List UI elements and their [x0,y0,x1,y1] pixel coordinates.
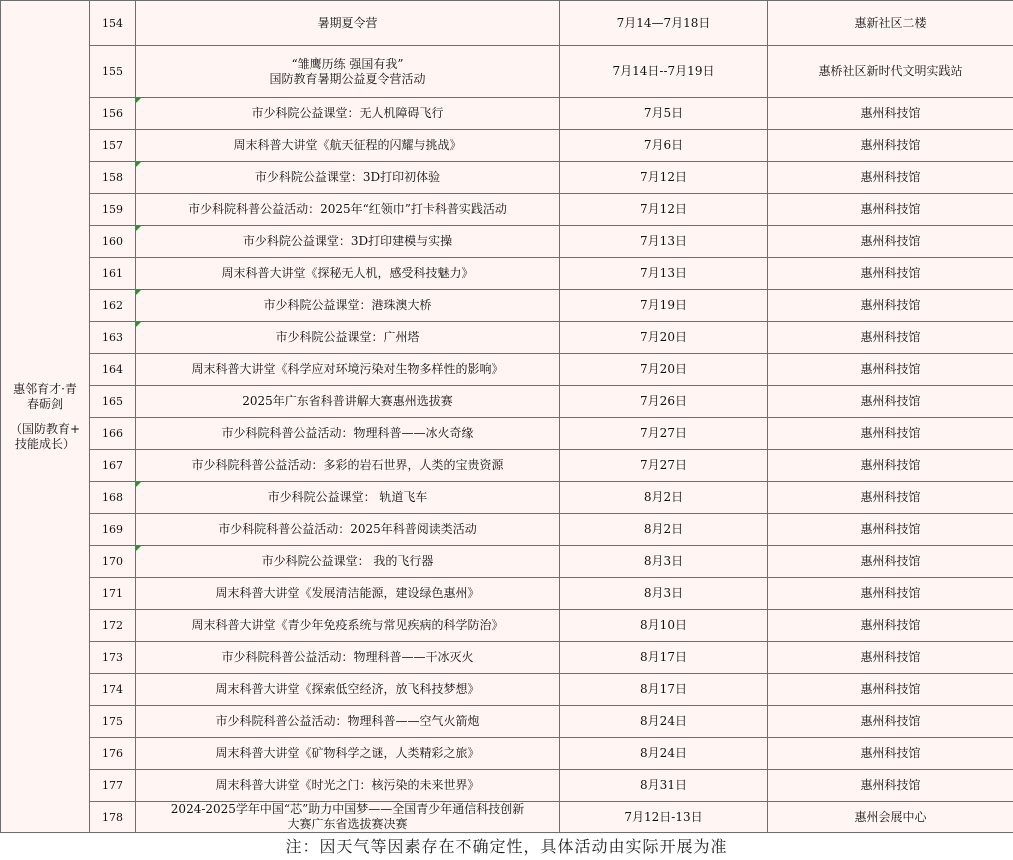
table-row [1,802,1013,833]
activity-name-text: 市少科院公益课堂：3D打印初体验 [254,170,441,184]
activity-name [136,194,560,226]
activity-name [136,418,560,450]
table-row [1,546,1013,578]
comment-marker-icon [136,290,141,295]
activity-name [136,354,560,386]
row-number: 172 [90,610,136,642]
activity-name-text: 市少科院公益课堂：无人机障碍飞行 [251,106,444,120]
activity-venue: 惠州科技馆 [768,546,1013,578]
activity-name-text: 2025年广东省科普讲解大赛惠州选拔赛 [242,394,453,408]
activity-name-text: 周末科普大讲堂《航天征程的闪耀与挑战》 [233,138,462,152]
activity-name-text: 市少科院科普公益活动：物理科普——冰火奇缘 [221,426,474,440]
table-row [1,98,1013,130]
table-row [1,578,1013,610]
activity-date: 7月20日 [560,322,768,354]
row-number: 156 [90,98,136,130]
activity-name-text: 市少科院科普公益活动：2025年科普阅读类活动 [218,522,477,536]
activity-name [136,162,560,194]
table-row [1,130,1013,162]
activity-date: 8月31日 [560,770,768,802]
activity-date: 7月6日 [560,130,768,162]
activity-venue: 惠州科技馆 [768,162,1013,194]
activity-name [136,290,560,322]
activity-venue: 惠州科技馆 [768,290,1013,322]
category-spacer [3,412,87,422]
activity-date: 8月2日 [560,514,768,546]
activity-name-text: 市少科院科普公益活动：物理科普——空气火箭炮 [215,714,480,728]
activity-name-text: 市少科院公益课堂： 我的飞行器 [261,554,434,568]
activity-name [136,578,560,610]
activity-name [136,258,560,290]
activity-venue: 惠州科技馆 [768,514,1013,546]
activity-date: 8月17日 [560,674,768,706]
activity-name-text: 市少科院科普公益活动：物理科普——干冰灭火 [221,650,474,664]
table-row [1,322,1013,354]
table-row [1,514,1013,546]
row-number: 175 [90,706,136,738]
table-row [1,450,1013,482]
row-number: 157 [90,130,136,162]
activity-date: 8月17日 [560,642,768,674]
table-row [1,1,1013,46]
activity-name [136,514,560,546]
activity-date: 7月26日 [560,386,768,418]
table-row [1,354,1013,386]
row-number: 155 [90,46,136,98]
activity-venue: 惠州科技馆 [768,450,1013,482]
activity-table-body [1,1,1013,833]
activity-name [136,98,560,130]
activity-name [136,738,560,770]
activity-date: 7月14—7月18日 [560,1,768,46]
category-label: 春砺剑 [26,396,63,411]
row-number: 163 [90,322,136,354]
table-row [1,770,1013,802]
activity-name-text: 周末科普大讲堂《探索低空经济，放飞科技梦想》 [215,682,480,696]
comment-marker-icon [136,482,141,487]
activity-name [136,770,560,802]
row-number: 169 [90,514,136,546]
row-number: 154 [90,1,136,46]
activity-name [136,674,560,706]
activity-venue: 惠州科技馆 [768,226,1013,258]
table-row [1,706,1013,738]
activity-name [136,610,560,642]
row-number: 174 [90,674,136,706]
category-label: （国防教育+ [9,421,81,436]
row-number: 173 [90,642,136,674]
activity-venue: 惠州科技馆 [768,642,1013,674]
row-number: 160 [90,226,136,258]
activity-date: 8月10日 [560,610,768,642]
activity-venue: 惠新社区二楼 [768,1,1013,46]
row-number: 178 [90,802,136,833]
activity-name [136,706,560,738]
activity-date: 8月2日 [560,482,768,514]
activity-venue: 惠州科技馆 [768,482,1013,514]
activity-name-text: 周末科普大讲堂《发展清洁能源，建设绿色惠州》 [215,586,480,600]
category-cell [1,1,90,833]
row-number: 170 [90,546,136,578]
table-row [1,258,1013,290]
activity-date: 8月24日 [560,706,768,738]
table-row [1,738,1013,770]
table-row [1,194,1013,226]
row-number: 176 [90,738,136,770]
activity-name-text: 市少科院公益课堂： 轨道飞车 [267,490,428,504]
activity-name [136,46,560,98]
table-row [1,482,1013,514]
row-number: 168 [90,482,136,514]
activity-date: 7月27日 [560,450,768,482]
row-number: 158 [90,162,136,194]
activity-date: 7月20日 [560,354,768,386]
activity-name-text: 周末科普大讲堂《青少年免疫系统与常见疾病的科学防治》 [191,618,504,632]
row-number: 159 [90,194,136,226]
row-number: 167 [90,450,136,482]
activity-name-text: 周末科普大讲堂《科学应对环境污染对生物多样性的影响》 [191,362,504,376]
activity-date: 7月19日 [560,290,768,322]
activity-venue: 惠州科技馆 [768,258,1013,290]
comment-marker-icon [136,162,141,167]
activity-date: 7月13日 [560,258,768,290]
activity-venue: 惠州科技馆 [768,610,1013,642]
row-number: 165 [90,386,136,418]
table-row [1,642,1013,674]
activity-name-text: 市少科院公益课堂：港珠澳大桥 [263,298,432,312]
activity-name [136,226,560,258]
activity-venue: 惠州科技馆 [768,194,1013,226]
activity-venue: 惠州科技馆 [768,418,1013,450]
row-number: 177 [90,770,136,802]
activity-venue: 惠州科技馆 [768,386,1013,418]
activity-venue: 惠州科技馆 [768,354,1013,386]
table-row [1,610,1013,642]
activity-venue: 惠州科技馆 [768,130,1013,162]
row-number: 161 [90,258,136,290]
activity-name [136,802,560,833]
table-row [1,162,1013,194]
table-row [1,386,1013,418]
activity-name [136,450,560,482]
activity-venue: 惠州科技馆 [768,578,1013,610]
row-number: 171 [90,578,136,610]
category-label: 惠邻育才·青 [13,381,77,396]
activity-name [136,322,560,354]
activity-date: 7月14日--7月19日 [560,46,768,98]
activity-venue: 惠州科技馆 [768,706,1013,738]
comment-marker-icon [136,322,141,327]
activity-name [136,642,560,674]
activity-name-text: 市少科院科普公益活动：多彩的岩石世界，人类的宝贵资源 [191,458,504,472]
comment-marker-icon [136,98,141,103]
row-number: 166 [90,418,136,450]
activity-name-text: 市少科院公益课堂：3D打印建模与实操 [242,234,453,248]
activity-date: 8月24日 [560,738,768,770]
activity-name-text: 周末科普大讲堂《矿物科学之谜，人类精彩之旅》 [215,746,480,760]
comment-marker-icon [136,546,141,551]
activity-name [136,482,560,514]
activity-date: 7月12日-13日 [560,802,768,833]
activity-name-text: 市少科院公益课堂：广州塔 [275,330,420,344]
activity-name-text: 周末科普大讲堂《时光之门：核污染的未来世界》 [215,778,480,792]
row-number: 164 [90,354,136,386]
activity-name [136,386,560,418]
footnote: 注：因天气等因素存在不确定性，具体活动由实际开展为准 [285,837,728,856]
row-number: 162 [90,290,136,322]
activity-date: 8月3日 [560,546,768,578]
activity-date: 7月13日 [560,226,768,258]
activity-date: 7月12日 [560,194,768,226]
table-row [1,674,1013,706]
table-row [1,226,1013,258]
activity-venue: 惠州科技馆 [768,770,1013,802]
activity-name-text: “雏鹰历练 强国有我” 国防教育暑期公益夏令营活动 [269,56,426,86]
activity-venue: 惠州科技馆 [768,98,1013,130]
activity-name-text: 市少科院科普公益活动：2025年“红领巾”打卡科普实践活动 [188,202,507,216]
activity-date: 7月27日 [560,418,768,450]
comment-marker-icon [136,226,141,231]
activity-venue: 惠州科技馆 [768,322,1013,354]
category-label: 技能成长） [14,436,75,451]
activity-name-text: 2024-2025学年中国“芯”助力中国梦——全国青少年通信科技创新 大赛广东省选拔赛决赛 [170,802,525,831]
activity-name [136,130,560,162]
activity-venue: 惠桥社区新时代文明实践站 [768,46,1013,98]
activity-date: 8月3日 [560,578,768,610]
table-row [1,46,1013,98]
activity-name-text: 周末科普大讲堂《探秘无人机，感受科技魅力》 [221,266,474,280]
activity-venue: 惠州会展中心 [768,802,1013,833]
table-row [1,418,1013,450]
activity-date: 7月5日 [560,98,768,130]
table-row [1,290,1013,322]
activity-venue: 惠州科技馆 [768,738,1013,770]
activity-date: 7月12日 [560,162,768,194]
activity-name [136,546,560,578]
activity-name-text: 暑期夏令营 [317,15,378,30]
activity-name [136,1,560,46]
activity-venue: 惠州科技馆 [768,674,1013,706]
